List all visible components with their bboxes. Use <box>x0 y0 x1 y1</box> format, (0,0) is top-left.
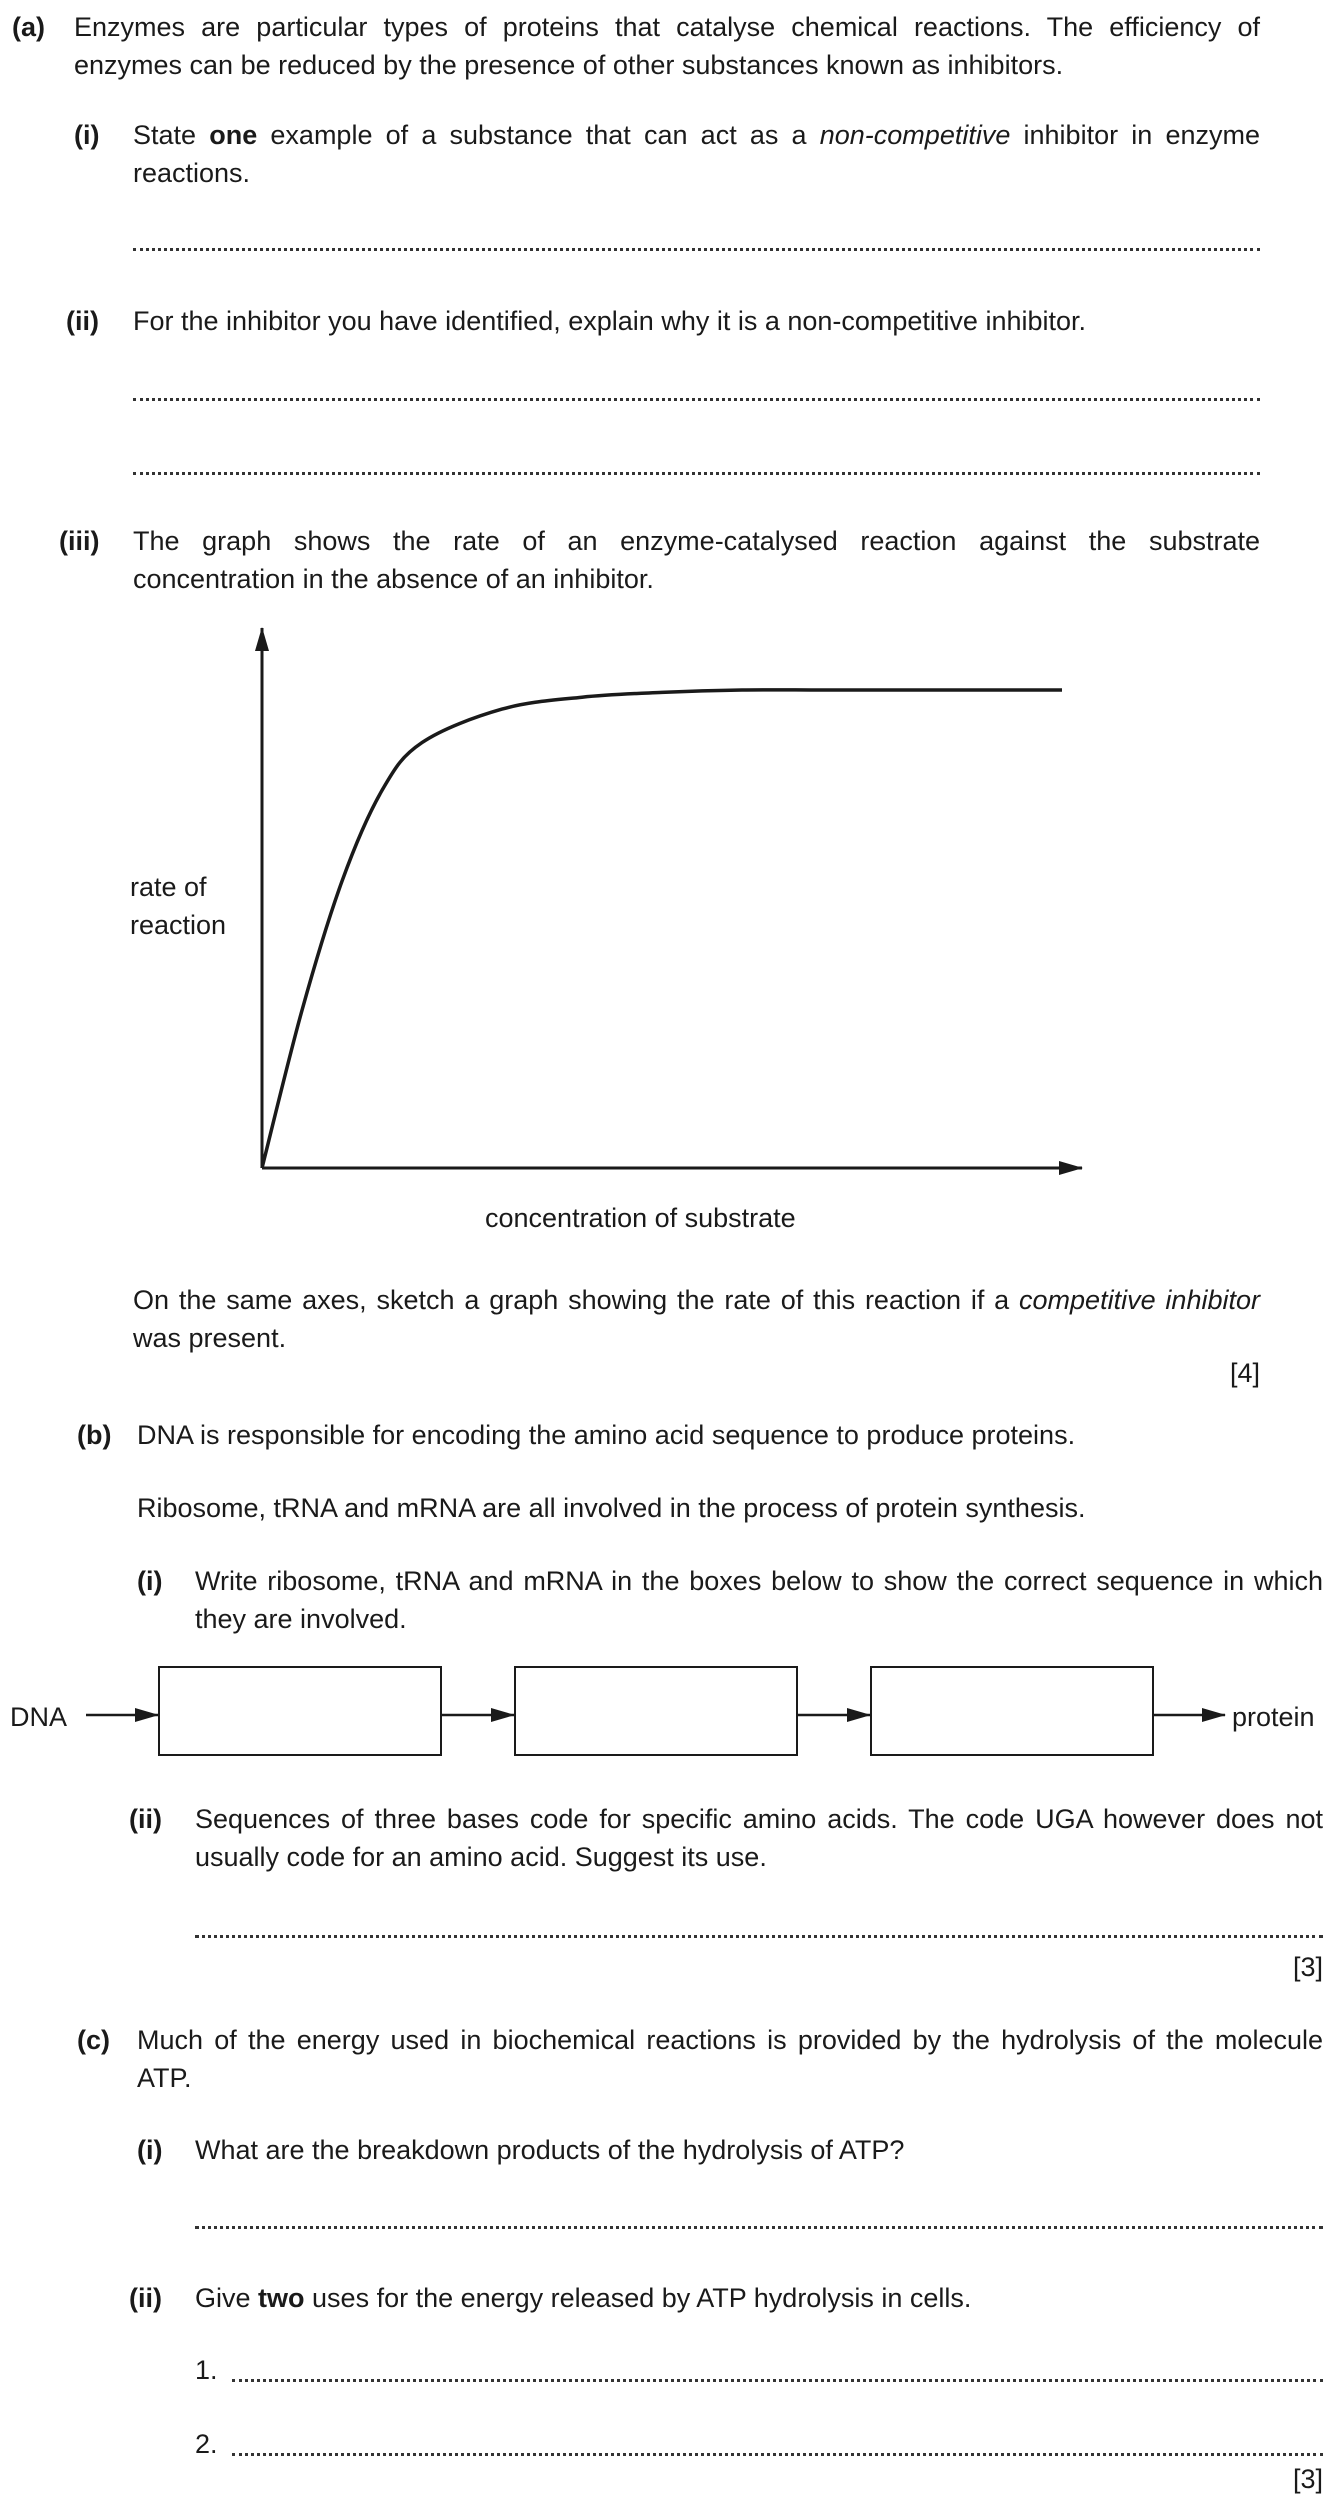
answer-line-a-ii-1[interactable] <box>133 398 1260 401</box>
answer-number-1: 1. <box>195 2355 218 2385</box>
answer-line-a-i[interactable] <box>133 248 1260 251</box>
answer-line-a-ii-2[interactable] <box>133 472 1260 475</box>
part-c-ii-question: Give two uses for the energy released by ATP hydrolysis in cells. <box>195 2283 972 2313</box>
flow-end-label: protein <box>1232 1702 1315 1732</box>
marks-b: [3] <box>1292 1952 1323 1982</box>
part-a-iii-sketch-instruction: On the same axes, sketch a graph showing the rate of this reaction if a competitive inhibitor was present. <box>133 1285 1260 1353</box>
flow-start-label: DNA <box>10 1702 68 1732</box>
part-b-ii-label: (ii) <box>129 1804 162 1834</box>
answer-number-2: 2. <box>195 2429 218 2459</box>
part-b-intro: DNA is responsible for encoding the amino acid sequence to produce proteins. <box>137 1420 1076 1450</box>
sequence-box-1[interactable] <box>158 1666 442 1756</box>
rate-graph[interactable] <box>0 600 1335 1260</box>
answer-line-c-ii-1[interactable] <box>232 2379 1323 2382</box>
y-axis-label-line2: reaction <box>130 910 227 940</box>
part-c-intro: Much of the energy used in biochemical reactions is provided by the hydrolysis of the molecule ATP. <box>137 2025 1323 2093</box>
part-a-label: (a) <box>12 12 45 42</box>
answer-line-b-ii[interactable] <box>195 1935 1323 1938</box>
sequence-box-3[interactable] <box>870 1666 1154 1756</box>
marks-a: [4] <box>1229 1358 1260 1388</box>
rate-curve <box>262 690 1062 1168</box>
sequence-box-2[interactable] <box>514 1666 798 1756</box>
part-a-i-question: State one example of a substance that can act as a non-competitive inhibitor in enzyme reactions. <box>133 120 1260 188</box>
part-c-label: (c) <box>77 2025 110 2055</box>
part-b-i-label: (i) <box>137 1566 163 1596</box>
answer-line-c-i[interactable] <box>195 2226 1323 2229</box>
part-a-ii-label: (ii) <box>66 306 99 336</box>
part-b-label: (b) <box>77 1420 112 1450</box>
part-b-i-question: Write ribosome, tRNA and mRNA in the boxes below to show the correct sequence in which they are involved. <box>195 1566 1323 1634</box>
part-a-iii-question: The graph shows the rate of an enzyme-catalysed reaction against the substrate concentration in the absence of an inhibitor. <box>133 526 1260 594</box>
part-b-intro-2: Ribosome, tRNA and mRNA are all involved in the process of protein synthesis. <box>137 1493 1086 1523</box>
answer-line-c-ii-2[interactable] <box>232 2453 1323 2456</box>
part-a-iii-label: (iii) <box>59 526 100 556</box>
y-axis-label-line1: rate of <box>130 872 207 902</box>
part-c-i-question: What are the breakdown products of the hydrolysis of ATP? <box>195 2135 905 2165</box>
x-axis-label: concentration of substrate <box>485 1203 796 1233</box>
part-c-i-label: (i) <box>137 2135 163 2165</box>
marks-c: [3] <box>1292 2464 1323 2494</box>
part-a-intro: Enzymes are particular types of proteins that catalyse chemical reactions. The efficiency of enzymes can be reduced by the presence of other substances known as inhibitors. <box>74 12 1260 80</box>
part-b-ii-question: Sequences of three bases code for specific amino acids. The code UGA however does not usually code for an amino acid. Suggest its use. <box>195 1804 1323 1872</box>
part-c-ii-label: (ii) <box>129 2283 162 2313</box>
part-a-i-label: (i) <box>74 120 100 150</box>
part-a-ii-question: For the inhibitor you have identified, explain why it is a non-competitive inhibitor. <box>133 306 1087 336</box>
